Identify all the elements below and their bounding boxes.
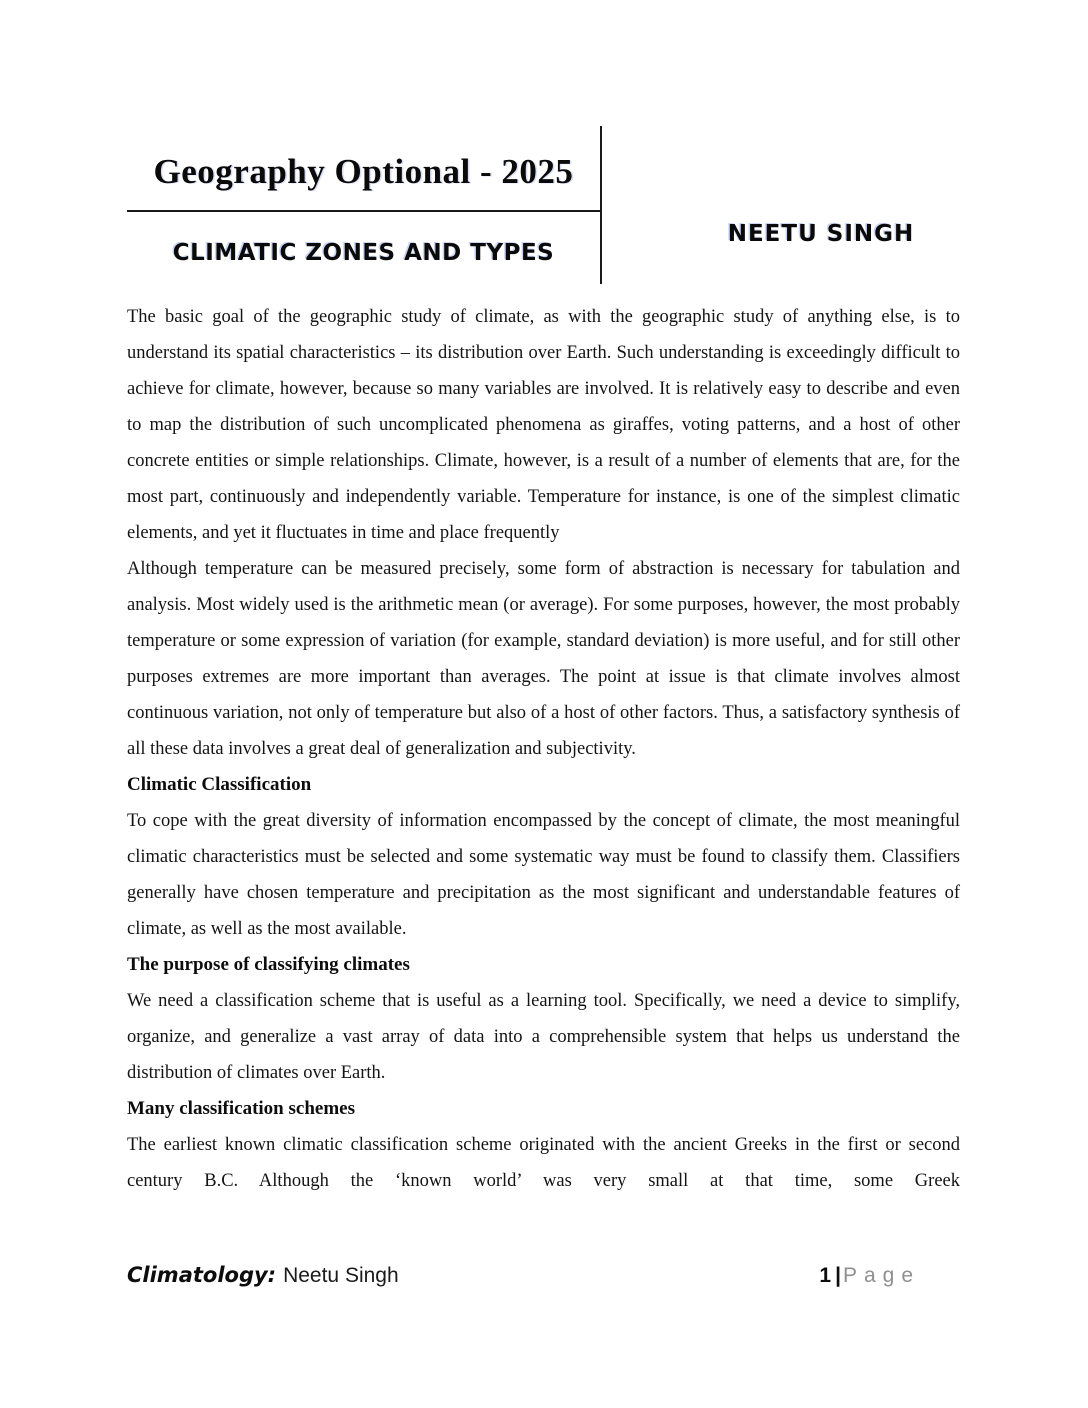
section-heading: The purpose of classifying climates bbox=[127, 954, 410, 975]
page-title: Geography Optional - 2025 bbox=[153, 152, 574, 191]
body-paragraph: To cope with the great diversity of information encompassed by the concept of climate, the most meaningful climatic characteristics must be selected and some systematic way must be found to classify them. Classifiers generally have chosen temperature and precipitation as the most significant and understandable features of climate, as well as the most available. bbox=[127, 811, 960, 939]
footer-book-credit bbox=[127, 1263, 399, 1288]
page-footer bbox=[127, 1263, 920, 1288]
chapter-title: CLIMATIC ZONES AND TYPES bbox=[172, 240, 555, 266]
body-paragraph: The basic goal of the geographic study of climate, as with the geographic study of anything else, is to understand its spatial characteristics – its distribution over Earth. Such understanding is exceedingly difficult to achieve for climate, however, because so many variables are involved. It is relatively easy to describe and even to map the distribution of such uncomplicated phenomena as giraffes, voting patterns, and a host of other concrete entities or simple relationships. Climate, however, is a result of a number of elements that are, for the most part, continuously and independently variable. Temperature for instance, is one of the simplest climatic elements, and yet it fluctuates in time and place frequently bbox=[127, 307, 960, 543]
page-number: 1 bbox=[819, 1264, 832, 1287]
document-header bbox=[0, 0, 1088, 298]
body-paragraph: Although temperature can be measured precisely, some form of abstraction is necessary for tabulation and analysis. Most widely used is the arithmetic mean (or average). For some purposes, however, the most probably temperature or some expression of variation (for example, standard deviation) is more useful, and for still other purposes extremes are more important than averages. The point at issue is that climate involves almost continuous variation, not only of temperature but also of a host of other factors. Thus, a satisfactory synthesis of all these data involves a great deal of generalization and subjectivity. bbox=[127, 559, 960, 759]
footer-book-author: Neetu Singh bbox=[283, 1264, 399, 1287]
section-heading: Climatic Classification bbox=[127, 774, 312, 795]
footer-book-title: Climatology: bbox=[127, 1263, 277, 1287]
section-heading: Many classification schemes bbox=[127, 1098, 355, 1119]
header-horizontal-divider bbox=[127, 210, 601, 212]
page-number-separator: | bbox=[835, 1264, 841, 1287]
body-paragraph: We need a classification scheme that is useful as a learning tool. Specifically, we need a device to simplify, organize, and generalize a vast array of data into a comprehensible system that helps us understand the distribution of climates over Earth. bbox=[127, 991, 960, 1083]
page-word: Page bbox=[842, 1264, 920, 1287]
document-body bbox=[127, 299, 960, 1199]
body-paragraph: The earliest known climatic classification scheme originated with the ancient Greeks in the first or second century B.C. Although the ‘known world’ was very small at that time, some Greek bbox=[127, 1135, 960, 1191]
author-name: NEETU SINGH bbox=[727, 221, 915, 247]
footer-page-indicator bbox=[819, 1264, 920, 1288]
header-vertical-divider bbox=[600, 126, 602, 284]
